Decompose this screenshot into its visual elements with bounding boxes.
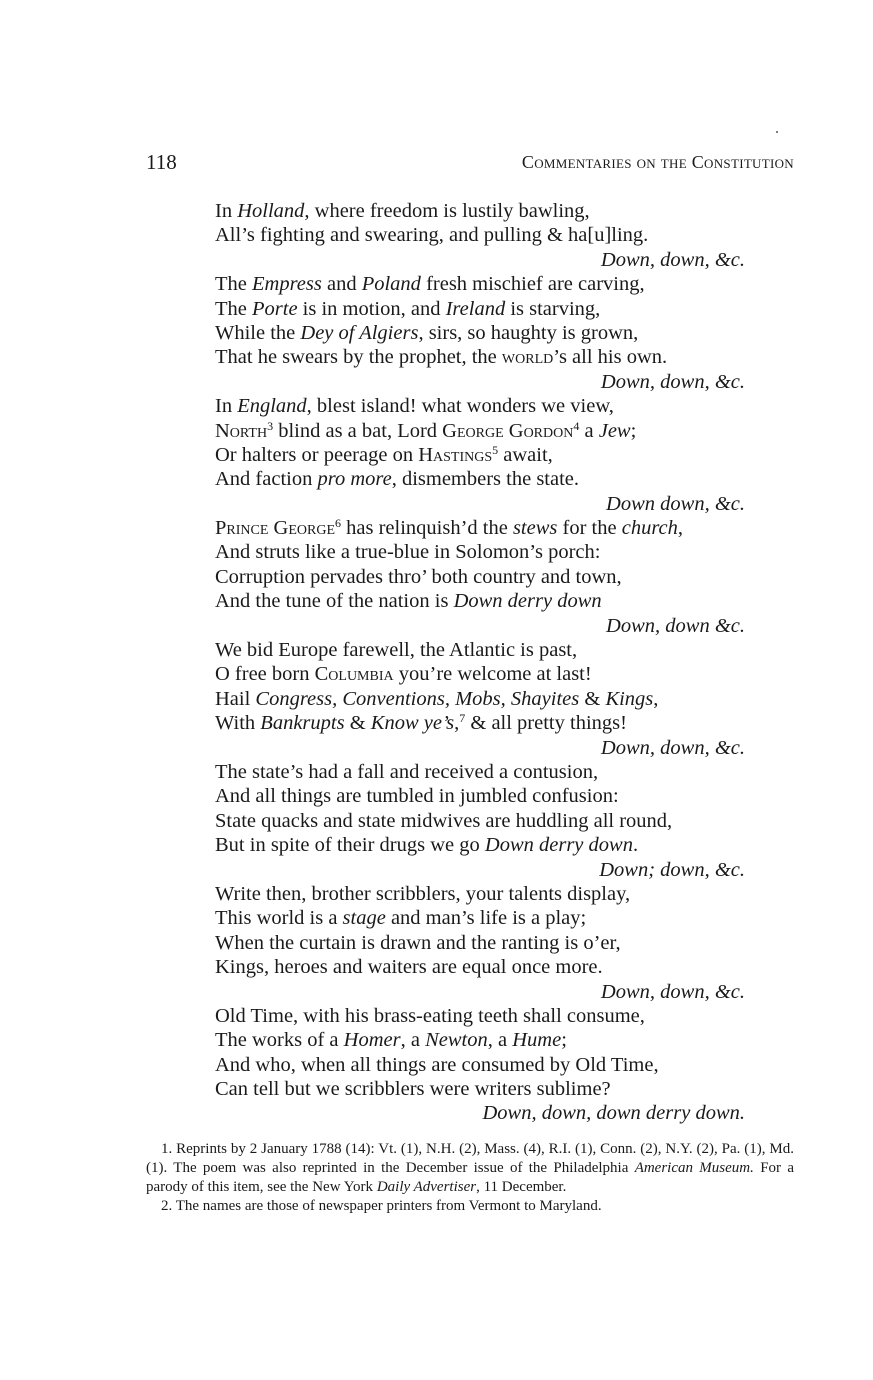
poem-line <box>215 638 745 662</box>
text-run: blind as a bat, Lord <box>273 419 443 442</box>
text-run: With <box>215 712 261 735</box>
small-caps-text: Hastings <box>418 443 493 466</box>
text-run: ’s all his own. <box>553 346 668 369</box>
poem-line <box>215 272 745 296</box>
text-run: We bid Europe farewell, the Atlantic is past, <box>215 639 578 662</box>
small-caps-text: world <box>501 346 554 369</box>
italic-text: Bankrupts <box>260 712 345 735</box>
poem-line <box>215 1028 745 1052</box>
footnote <box>146 1197 794 1216</box>
text-run: Down, down &c. <box>606 614 745 637</box>
text-run: Corruption pervades thro’ both country and town, <box>215 565 622 588</box>
text-run: 1. Reprints by 2 January 1788 (14): Vt. (1), N.H. (2), Mass. (4), R.I. (1), Conn. (2), N.Y. (2), Pa. (1), Md. (1). The poem was also reprinted in the December issue of the Philadelphia <box>146 1141 794 1176</box>
footnote-marker: 7 <box>459 711 466 726</box>
poem-line <box>215 467 745 491</box>
footnote-marker: 5 <box>492 442 499 457</box>
poem-line <box>215 199 745 223</box>
text-run: O free born <box>215 663 315 686</box>
text-run: While the <box>215 321 301 344</box>
poem-line <box>215 589 745 613</box>
poem-line <box>215 223 745 247</box>
text-run: , <box>454 712 460 735</box>
text-run: The <box>215 297 252 320</box>
italic-text: England <box>237 395 307 418</box>
text-run: , dismembers the state. <box>391 468 580 491</box>
text-run: ; <box>630 419 637 442</box>
text-run: await, <box>498 443 553 466</box>
poem-line <box>215 931 745 955</box>
italic-text: stage <box>342 907 386 930</box>
text-run: & <box>344 712 371 735</box>
text-run: The <box>215 273 252 296</box>
italic-text: Hume <box>512 1029 562 1052</box>
text-run: you’re welcome at last! <box>393 663 592 686</box>
text-run: , where freedom is lustily bawling, <box>304 200 590 222</box>
text-run: has relinquish’d the <box>341 517 513 540</box>
poem-line <box>215 321 745 345</box>
text-run: Write then, brother scribblers, your talents display, <box>215 882 631 905</box>
running-head: Commentaries on the Constitution <box>521 152 794 172</box>
text-run: 2. The names are those of newspaper printers from Vermont to Maryland. <box>161 1198 602 1214</box>
italic-text: stews <box>512 517 558 540</box>
italic-text: American Museum. <box>634 1160 754 1176</box>
poem-line <box>215 760 745 784</box>
poem-refrain <box>215 736 745 760</box>
text-run: , blest island! what wonders we view, <box>306 395 614 418</box>
text-run: All’s fighting and swearing, and pulling & ha[u]ling. <box>215 224 649 247</box>
poem-line <box>215 1077 745 1101</box>
text-run: & <box>579 687 606 710</box>
poem-line <box>215 711 745 735</box>
italic-text: Down derry down <box>484 834 633 857</box>
text-run: , 11 December. <box>476 1179 567 1195</box>
poem-line <box>215 662 745 686</box>
small-caps-text: George Gordon <box>442 419 574 442</box>
text-run: and man’s life is a play; <box>385 907 587 930</box>
text-run: Kings, heroes and waiters are equal once more. <box>215 956 603 979</box>
poem-line <box>215 906 745 930</box>
italic-text: Poland <box>361 273 421 296</box>
text-run: Old Time, with his brass-eating teeth shall consume, <box>215 1004 645 1027</box>
text-run: This world is a <box>215 907 343 930</box>
text-run: , <box>653 687 659 710</box>
poem-line <box>215 809 745 833</box>
text-run: Down, down, &c. <box>600 370 745 393</box>
text-run: But in spite of their drugs we go <box>215 834 485 857</box>
italic-text: Homer <box>343 1029 401 1052</box>
text-run: And all things are tumbled in jumbled confusion: <box>215 785 619 808</box>
text-run: When the curtain is drawn and the ranting is o’er, <box>215 931 621 954</box>
text-run: , sirs, so haughty is grown, <box>418 321 639 344</box>
poem-line <box>215 394 745 418</box>
text-run: a <box>579 419 599 442</box>
text-run: ; <box>561 1029 567 1052</box>
text-run: , a <box>487 1029 513 1052</box>
poem-refrain <box>215 980 745 1004</box>
text-run: In <box>215 395 238 418</box>
poem-refrain <box>215 858 745 882</box>
footnotes <box>146 1140 794 1216</box>
text-run: Down; down, &c. <box>599 858 745 881</box>
text-run: That he swears by the prophet, the <box>215 346 502 369</box>
page-header <box>146 150 794 178</box>
italic-text: Daily Advertiser <box>376 1179 477 1195</box>
page-number: 118 <box>146 150 177 174</box>
poem-line <box>215 297 745 321</box>
text-run: State quacks and state midwives are huddling all round, <box>215 809 673 832</box>
poem-line <box>215 687 745 711</box>
italic-text: Know ye’s <box>370 712 455 735</box>
print-speck <box>776 131 778 133</box>
small-caps-text: Columbia <box>314 663 394 686</box>
text-run: Can tell but we scribblers were writers sublime? <box>215 1078 611 1101</box>
text-run: Down, down, &c. <box>600 736 745 759</box>
text-run: The state’s had a fall and received a contusion, <box>215 760 599 783</box>
text-run: And who, when all things are consumed by Old Time, <box>215 1053 659 1076</box>
poem-line <box>215 540 745 564</box>
poem-line <box>215 955 745 979</box>
text-run: for the <box>557 517 622 540</box>
italic-text: church <box>621 517 678 540</box>
text-run: fresh mischief are carving, <box>420 273 645 296</box>
poem-refrain <box>215 492 745 516</box>
footnote-marker: 6 <box>335 516 341 531</box>
text-run: is starving, <box>505 297 601 320</box>
text-run: Down down, &c. <box>606 492 745 515</box>
text-run: . <box>632 834 639 857</box>
poem-line <box>215 443 745 467</box>
footnote-marker: 3 <box>267 418 274 433</box>
poem-line <box>215 784 745 808</box>
italic-text: Down derry down <box>453 590 602 613</box>
poem-refrain <box>215 370 745 394</box>
italic-text: pro more <box>317 468 392 491</box>
footnote-marker: 4 <box>573 418 580 433</box>
small-caps-text: North <box>215 419 268 442</box>
italic-text: Holland <box>237 200 305 222</box>
text-run: Down, down, down derry down. <box>482 1102 745 1125</box>
italic-text: Kings <box>605 687 654 710</box>
text-run: & all pretty things! <box>465 712 627 735</box>
poem-refrain <box>215 614 745 638</box>
text-run: Down, down, &c. <box>600 248 745 271</box>
poem-line <box>215 565 745 589</box>
text-run: And the tune of the nation is <box>215 590 454 613</box>
poem-line <box>215 882 745 906</box>
italic-text: Newton <box>425 1029 488 1052</box>
italic-text: Porte <box>252 297 298 320</box>
poem-line <box>215 1004 745 1028</box>
text-run: For a parody of this item, see the New York <box>146 1160 795 1195</box>
text-run: , a <box>400 1029 426 1052</box>
poem-line <box>215 1053 745 1077</box>
poem-refrain <box>215 248 745 272</box>
text-run: And faction <box>215 468 318 491</box>
footnote <box>146 1140 794 1197</box>
poem-refrain <box>215 1101 745 1125</box>
italic-text: Congress, Conventions, Mobs, Shayites <box>255 687 580 710</box>
text-run: Down, down, &c. <box>600 980 745 1003</box>
text-run: In <box>215 200 238 222</box>
poem-line <box>215 516 745 540</box>
poem <box>215 199 745 1126</box>
text-run: Or halters or peerage on <box>215 443 419 466</box>
italic-text: Dey of Algiers <box>300 321 419 344</box>
text-run: Hail <box>215 687 256 710</box>
text-run: is in motion, and <box>297 297 446 320</box>
text-run: And struts like a true-blue in Solomon’s porch: <box>215 541 601 564</box>
italic-text: Empress <box>252 273 322 296</box>
text-run: and <box>321 273 362 296</box>
poem-line <box>215 419 745 443</box>
poem-line <box>215 345 745 369</box>
italic-text: Jew <box>598 419 631 442</box>
italic-text: Ireland <box>445 297 506 320</box>
text-run: The works of a <box>215 1029 344 1052</box>
text-run: , <box>677 517 684 540</box>
poem-line <box>215 833 745 857</box>
small-caps-text: Prince George <box>215 517 335 540</box>
